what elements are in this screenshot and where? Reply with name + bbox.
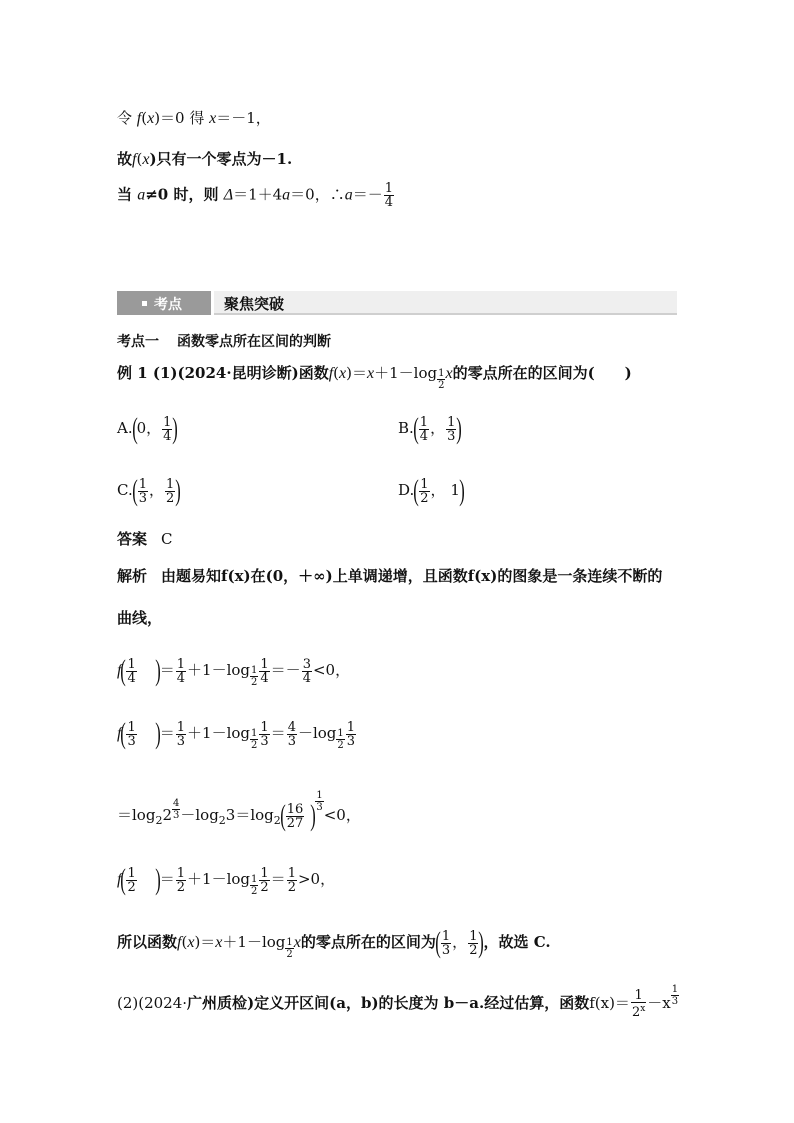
denominator: 4 bbox=[176, 670, 186, 686]
numerator: 1 bbox=[441, 928, 451, 944]
calc-line-2: f( $\frac{1}{3}$ )＝ $\frac{1}{3}$ ＋1－log $\frac{1}{2}$ $\frac{1}{3}$ ＝ $\frac{4}{3}$ －log $\frac{1}{2}$ $\frac{1}{3}$ bbox=[117, 717, 356, 751]
option-c[interactable]: C.( $\frac{1}{3}$ ， $\frac{1}{2}$ ) bbox=[117, 474, 182, 507]
denominator: 4 bbox=[384, 195, 394, 210]
text: 当 bbox=[117, 185, 138, 204]
numerator: 1 bbox=[176, 865, 186, 881]
var-a: a bbox=[282, 186, 291, 204]
option-label: B. bbox=[398, 419, 414, 437]
option-a[interactable]: A.(0， $\frac{1}{4}$ ) bbox=[117, 412, 179, 445]
option-label: C. bbox=[117, 481, 133, 499]
log-base-half bbox=[336, 728, 344, 751]
option-b[interactable]: B.( $\frac{1}{4}$ ， $\frac{1}{3}$ ) bbox=[398, 412, 463, 445]
exponent-fraction bbox=[671, 984, 679, 1007]
numerator: 1 bbox=[287, 865, 296, 881]
numerator: 1 bbox=[260, 719, 269, 735]
denominator: 2 bbox=[176, 879, 186, 895]
calc-line-4: f( $\frac{1}{2}$ )＝ $\frac{1}{2}$ ＋1－log $\frac{1}{2}$ $\frac{1}{2}$ ＝ $\frac{1}{2}$ >0， bbox=[117, 863, 336, 897]
denominator: 27 bbox=[286, 815, 304, 831]
subscript: 2 bbox=[218, 814, 226, 827]
denominator-base: 2 bbox=[631, 1005, 641, 1020]
answer-label: 答案 bbox=[117, 530, 148, 548]
denominator: 2 bbox=[166, 490, 175, 506]
var-x: x bbox=[147, 110, 155, 127]
numerator: 1 bbox=[163, 414, 172, 430]
denominator: 3 bbox=[346, 733, 356, 749]
fraction bbox=[259, 867, 269, 894]
fraction bbox=[176, 721, 186, 748]
analysis-line-1 bbox=[117, 566, 662, 586]
text: >0， bbox=[297, 870, 336, 888]
numerator: 1 bbox=[420, 476, 429, 492]
denominator: 2 bbox=[438, 380, 445, 391]
fraction bbox=[126, 721, 136, 748]
denominator: 3 bbox=[127, 733, 136, 749]
option-label: D. bbox=[398, 481, 415, 499]
section-title: 聚焦突破 bbox=[224, 295, 285, 313]
fraction bbox=[176, 658, 186, 685]
text: 故 bbox=[117, 150, 133, 168]
fraction bbox=[126, 658, 136, 685]
denominator: 2 bbox=[127, 879, 136, 895]
denominator: 2 bbox=[469, 942, 478, 958]
numerator: 16 bbox=[286, 801, 304, 817]
denominator: 4 bbox=[260, 670, 269, 686]
numerator: 1 bbox=[260, 865, 269, 881]
numerator: 1 bbox=[316, 790, 323, 801]
denominator: 2 bbox=[286, 949, 293, 960]
numerator: 1 bbox=[260, 656, 269, 672]
text: 令 bbox=[117, 109, 137, 127]
example-source: 昆明诊断 bbox=[231, 364, 292, 382]
text: ＝0，∴ bbox=[290, 185, 345, 204]
fraction bbox=[286, 803, 305, 830]
example-1-question: 例 1 (1)(2024·昆明诊断)函数f(x)＝x＋1－log $\frac{1}{2}$ x的零点所在的区间为( ) bbox=[117, 364, 632, 391]
var-a: a bbox=[137, 186, 146, 204]
denominator bbox=[631, 1003, 646, 1019]
numerator: 4 bbox=[287, 719, 296, 735]
analysis-line-2 bbox=[117, 608, 162, 628]
denominator: 3 bbox=[671, 996, 679, 1007]
example-label: 例 1 (1)(2024· bbox=[117, 364, 232, 382]
numerator: 1 bbox=[138, 476, 147, 492]
fraction bbox=[302, 658, 312, 685]
var-delta: Δ bbox=[223, 186, 234, 204]
denominator: 3 bbox=[260, 733, 269, 749]
numerator: 1 bbox=[127, 656, 136, 672]
numerator: 1 bbox=[438, 368, 445, 379]
subscript: 2 bbox=[273, 814, 281, 827]
fraction bbox=[162, 416, 172, 443]
fraction bbox=[138, 478, 148, 505]
section-title-box bbox=[214, 291, 677, 315]
analysis-text: 曲线， bbox=[117, 609, 163, 627]
denominator: 4 bbox=[419, 428, 429, 444]
fraction-1-4 bbox=[384, 182, 394, 209]
denominator: 2 bbox=[251, 886, 258, 897]
denominator: 2 bbox=[420, 490, 429, 506]
text: ＋1－log bbox=[187, 661, 251, 679]
denominator: 2 bbox=[287, 879, 296, 895]
numerator: 1 bbox=[346, 719, 356, 735]
fraction bbox=[165, 478, 175, 505]
denominator: 4 bbox=[127, 670, 136, 686]
log-base-half bbox=[250, 728, 258, 751]
denominator: 3 bbox=[287, 733, 296, 749]
calc-line-3: $=\log_22$ $\frac{4}{3}$ $-\log_23=\log_2$( $\frac{16}{27}$ ) $\frac{1}{3}$ <0， bbox=[117, 790, 361, 832]
option-d[interactable]: D.( $\frac{1}{2}$ ， 1) bbox=[398, 474, 465, 507]
fraction bbox=[126, 867, 136, 894]
fraction bbox=[446, 416, 456, 443]
fraction bbox=[631, 989, 646, 1019]
fraction bbox=[259, 658, 269, 685]
kaodian-title: 函数零点所在区间的判断 bbox=[177, 334, 331, 350]
text: )只有一个零点为－1. bbox=[149, 150, 293, 168]
denominator: 3 bbox=[441, 942, 451, 958]
text: 3＝log bbox=[225, 806, 274, 824]
text: ＝ bbox=[159, 661, 175, 679]
numerator: 1 bbox=[251, 665, 258, 676]
numerator: 1 bbox=[127, 865, 136, 881]
text: ＝ bbox=[270, 870, 286, 888]
kaodian-heading bbox=[117, 332, 331, 352]
fraction bbox=[287, 721, 297, 748]
section-banner bbox=[117, 291, 677, 315]
text: 的零点所在的区间为( ) bbox=[452, 364, 632, 382]
section-tag bbox=[117, 291, 211, 315]
section-tag-label: 考点 bbox=[154, 297, 182, 313]
log-base-half bbox=[250, 874, 258, 897]
text: 所以函数 bbox=[117, 933, 178, 951]
square-bullet-icon bbox=[142, 301, 147, 306]
fraction bbox=[419, 478, 429, 505]
analysis-text: 由题易知f(x)在(0，＋∞)上单调递增，且函数f(x)的图象是一条连续不断的 bbox=[161, 567, 663, 585]
numerator: 1 bbox=[251, 874, 258, 885]
text: f(x)＝ bbox=[589, 994, 630, 1012]
var-f: f bbox=[136, 110, 142, 127]
answer bbox=[117, 529, 173, 549]
intro-line-1 bbox=[117, 108, 271, 129]
text: ＝－1， bbox=[216, 109, 271, 127]
text: ＝ bbox=[270, 724, 286, 742]
text: )定义开区间(a，b)的长度为 b－a.经过估算，函数 bbox=[247, 994, 590, 1012]
numerator: 1 bbox=[176, 719, 186, 735]
numerator: 1 bbox=[251, 728, 258, 739]
intro-line-3 bbox=[117, 182, 395, 209]
denominator-exponent: x bbox=[640, 1004, 646, 1014]
denominator: 2 bbox=[251, 677, 258, 688]
denominator: 2 bbox=[337, 740, 344, 751]
kaodian-label: 考点一 bbox=[117, 334, 159, 350]
text: ＝－ bbox=[352, 185, 383, 204]
text: ＝log bbox=[117, 806, 156, 824]
text: ＝1＋4 bbox=[233, 185, 283, 204]
fraction bbox=[259, 721, 269, 748]
numerator: 1 bbox=[127, 719, 136, 735]
var-x: x bbox=[142, 151, 150, 168]
text: <0， bbox=[312, 661, 351, 679]
numerator: 1 bbox=[176, 656, 186, 672]
denominator: 2 bbox=[251, 740, 258, 751]
log-base-half bbox=[250, 665, 258, 688]
text: )函数 bbox=[291, 364, 329, 382]
intro-line-2 bbox=[117, 149, 292, 170]
analysis-label: 解析 bbox=[117, 567, 148, 585]
var-a: a bbox=[344, 186, 353, 204]
text: ＝ bbox=[159, 870, 175, 888]
text: ，故选 C. bbox=[483, 933, 551, 951]
text: ＝ bbox=[159, 724, 175, 742]
example-2-question bbox=[117, 984, 679, 1019]
numerator: 1 bbox=[166, 476, 175, 492]
numerator: 1 bbox=[469, 928, 478, 944]
numerator: 1 bbox=[631, 989, 646, 1003]
text: －log bbox=[180, 806, 219, 824]
conclusion: 所以函数f(x)＝x＋1－log $\frac{1}{2}$ x的零点所在的区间为( $\frac{1}{3}$ ， $\frac{1}{2}$ )，故选 C. bbox=[117, 926, 551, 960]
denominator: 4 bbox=[163, 428, 172, 444]
numerator: 3 bbox=[302, 656, 311, 672]
calc-line-1: f( $\frac{1}{4}$ )＝ $\frac{1}{4}$ ＋1－log $\frac{1}{2}$ $\frac{1}{4}$ ＝－ $\frac{3}{4}$ <0， bbox=[117, 654, 351, 688]
denominator: 3 bbox=[316, 802, 323, 813]
fraction bbox=[346, 721, 356, 748]
text: 2 bbox=[162, 806, 172, 824]
fraction bbox=[441, 930, 451, 957]
numerator: 1 bbox=[447, 414, 456, 430]
fraction bbox=[419, 416, 429, 443]
numerator: 1 bbox=[384, 181, 394, 196]
var-f: f bbox=[132, 151, 137, 168]
text: －x bbox=[647, 994, 671, 1012]
denominator: 3 bbox=[172, 810, 180, 821]
fraction bbox=[287, 867, 297, 894]
numerator: 1 bbox=[419, 414, 429, 430]
example-source: 广州质检 bbox=[187, 994, 248, 1012]
text: ＋1－log bbox=[187, 870, 251, 888]
denominator: 4 bbox=[302, 670, 311, 686]
exponent-fraction bbox=[315, 790, 323, 813]
log-base-half bbox=[285, 937, 293, 960]
subscript: 2 bbox=[155, 814, 163, 827]
denominator: 2 bbox=[260, 879, 269, 895]
var-x: x bbox=[209, 110, 217, 127]
numerator: 4 bbox=[172, 798, 180, 809]
numerator: 1 bbox=[286, 937, 293, 948]
numerator: 1 bbox=[337, 728, 344, 739]
text: ≠0 时，则 bbox=[145, 185, 224, 204]
denominator: 3 bbox=[447, 428, 456, 444]
text: <0， bbox=[323, 806, 361, 824]
answer-value: C bbox=[161, 530, 173, 548]
text: ＋1－log bbox=[187, 724, 251, 742]
text: ( bbox=[141, 109, 148, 127]
text: 的零点所在的区间为 bbox=[300, 933, 436, 951]
denominator: 3 bbox=[176, 733, 186, 749]
text: ( bbox=[136, 150, 143, 168]
option-label: A. bbox=[117, 419, 133, 437]
denominator: 3 bbox=[138, 490, 147, 506]
numerator: 1 bbox=[671, 984, 679, 995]
text: )＝0 得 bbox=[154, 109, 210, 127]
text: ＝－ bbox=[270, 661, 301, 679]
example-label: (2)(2024· bbox=[117, 994, 188, 1012]
fraction bbox=[468, 930, 478, 957]
fraction bbox=[176, 867, 186, 894]
text: －log bbox=[297, 724, 337, 742]
